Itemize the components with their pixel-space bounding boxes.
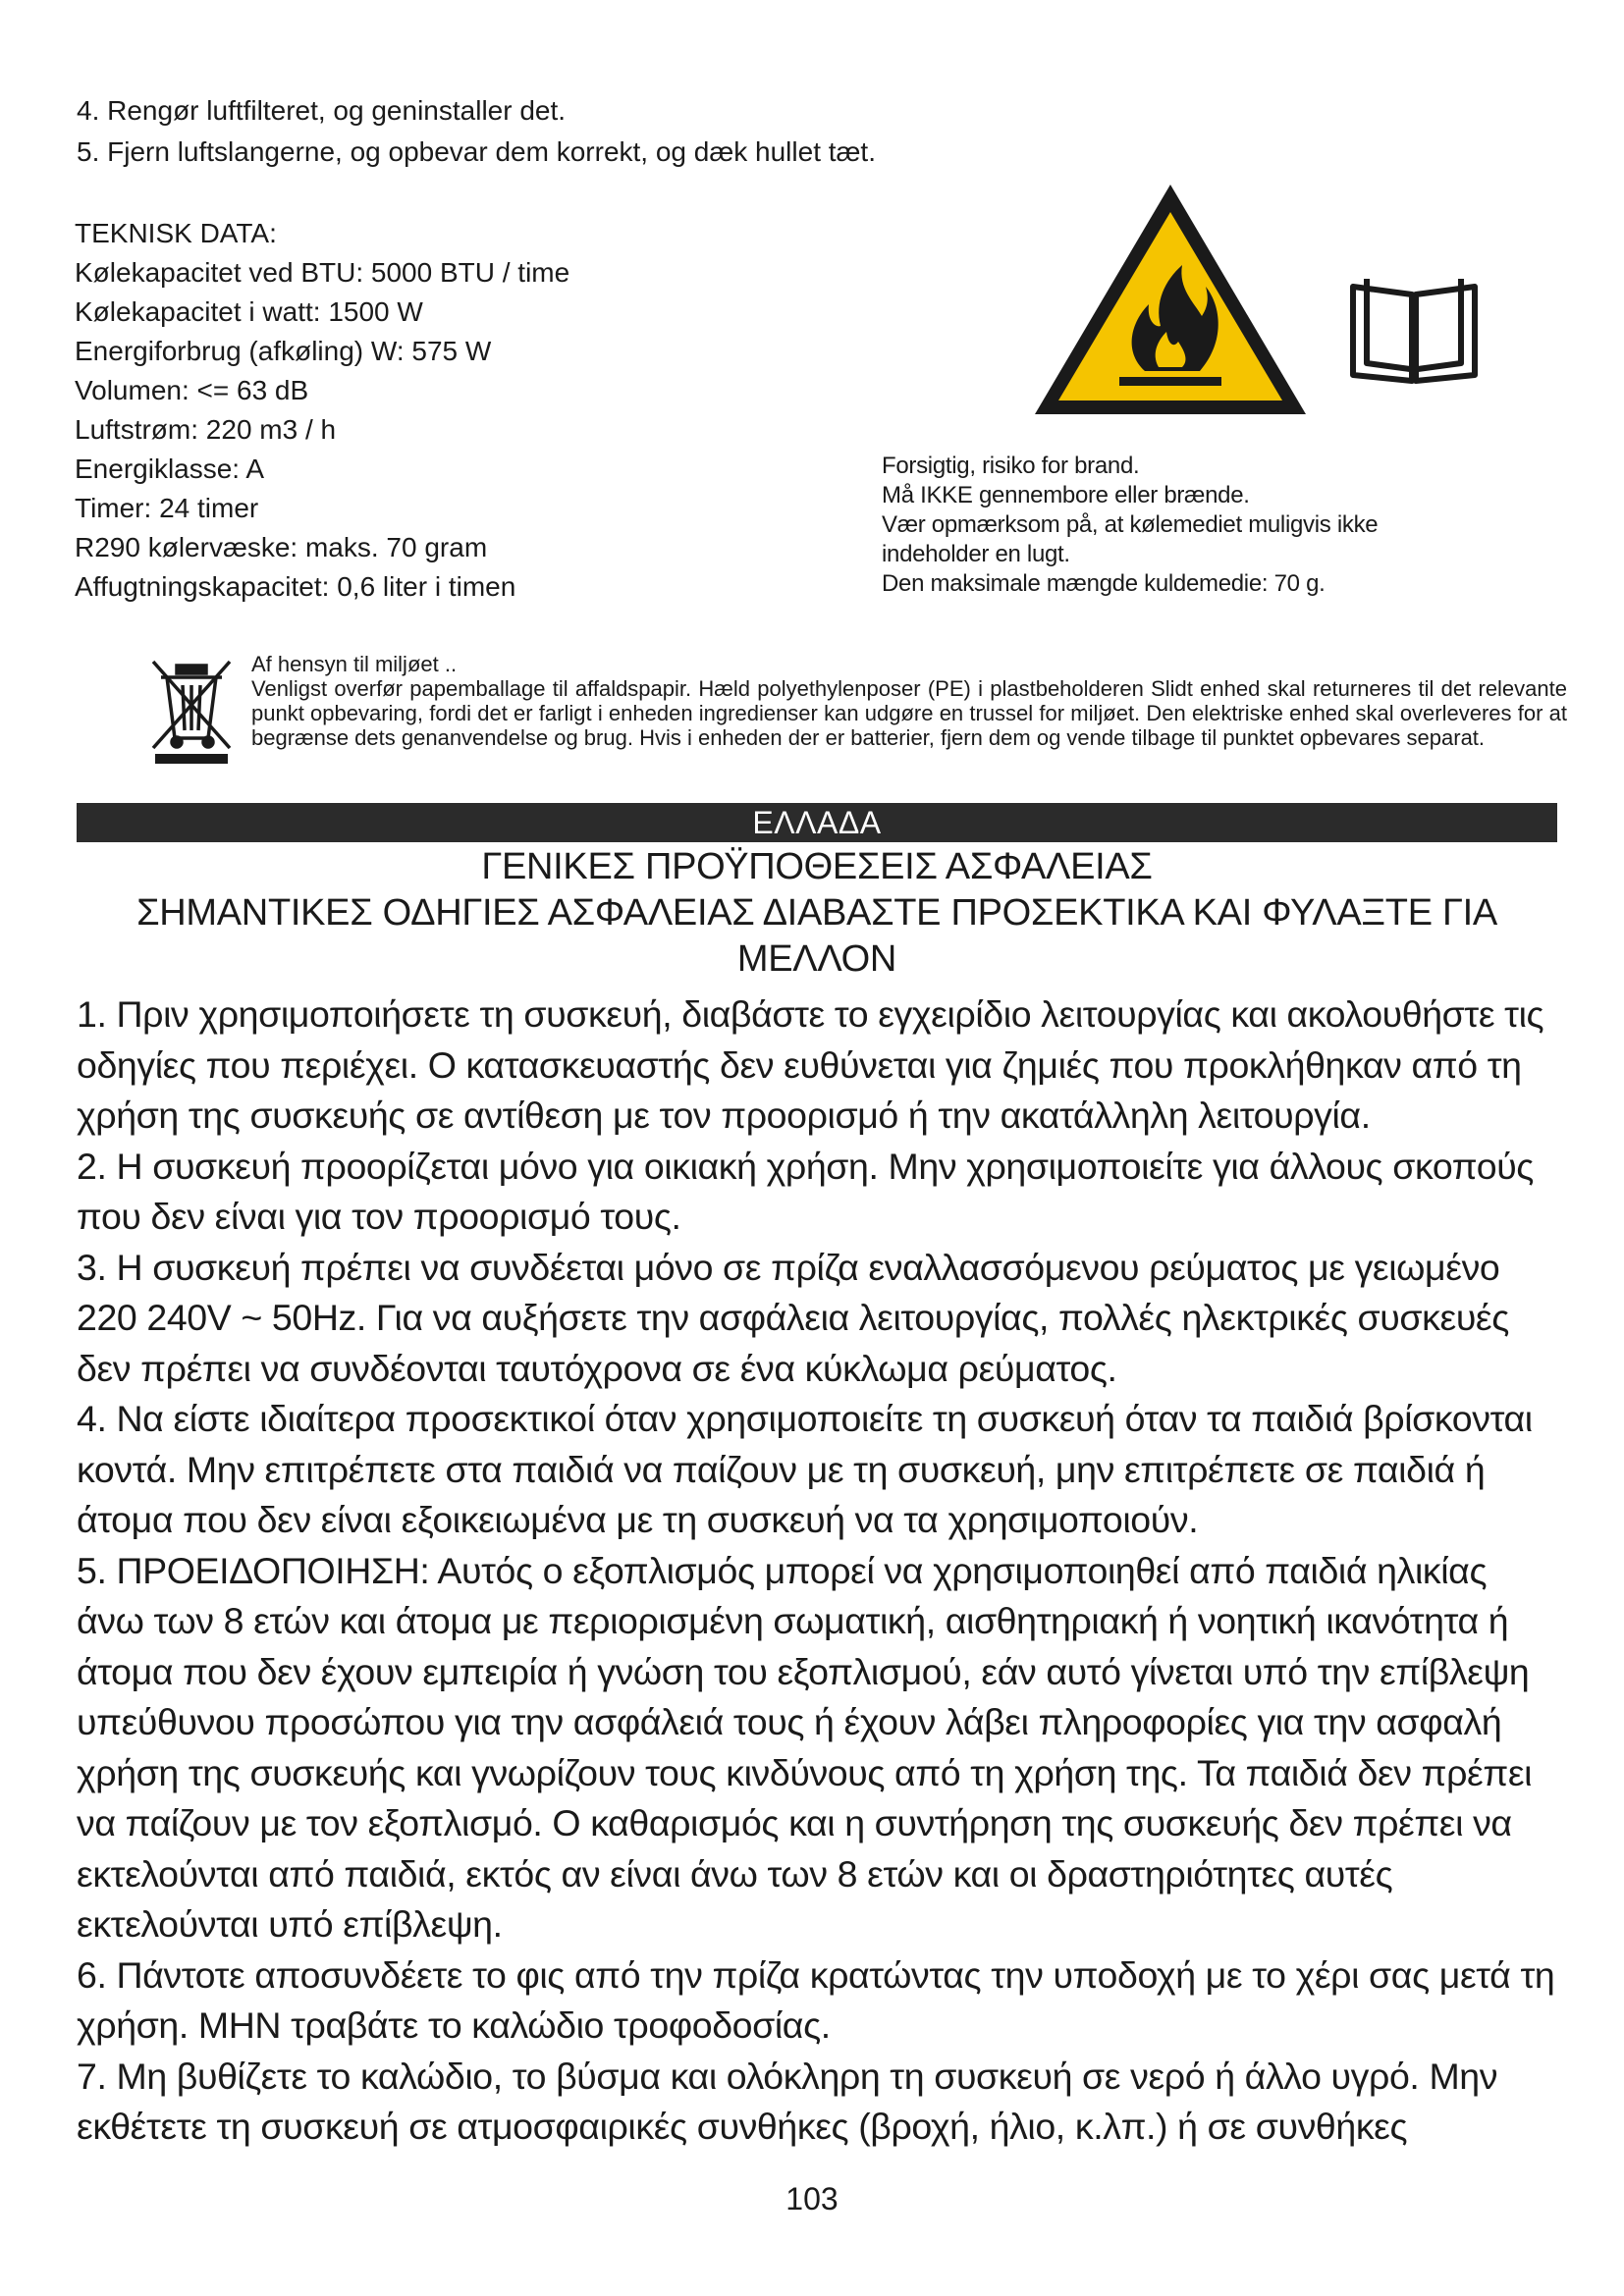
heading-line-3: ΜΕΛΛΟΝ <box>736 938 897 980</box>
crossed-bin-icon <box>147 656 236 766</box>
page-number: 103 <box>785 2181 839 2216</box>
tech-row: Kølekapacitet ved BTU: 5000 BTU / time <box>75 257 570 288</box>
tech-row: R290 kølervæske: maks. 70 gram <box>75 532 488 562</box>
technical-data <box>75 214 569 607</box>
warning-line: indeholder en lugt. <box>882 541 1070 567</box>
warning-line: Vær opmærksom på, at kølemediet muligvis ikke <box>882 511 1379 538</box>
instruction-item: 5. ΠΡΟΕΙΔΟΠΟΙΗΣΗ: Αυτός ο εξοπλισμός μπορεί να χρησιμοποιηθεί από παιδιά ηλικίας άνω των 8 ετών και άτομα με περιορισμένη σωματική, αισθητηριακή ή νοητική ικανότητα ή άτομα που δεν έχουν εμπειρία ή γνώση του εξοπλισμού, εάν αυτό γίνεται υπό την επίβλεψη υπεύθυνου προσώπου για την ασφάλειά τους ή έχουν λάβει πληροφορίες για την ασφαλή χρήση της συσκευής και γνωρίζουν τους κινδύνους από τη χρήση της. Τα παιδιά δεν πρέπει να παίζουν με τον εξοπλισμό. Ο καθαρισμός και η συντήρηση της συσκευής δεν πρέπει να εκτελούνται από παιδιά, εκτός αν είναι άνω των 8 ετών και οι δραστηριότητες αυτές εκτελούνται υπό επίβλεψη. <box>77 1549 1533 1945</box>
technical-data-heading: TEKNISK DATA: <box>75 218 277 248</box>
top-steps <box>77 90 876 173</box>
tech-row: Kølekapacitet i watt: 1500 W <box>75 296 423 327</box>
heading-line-2: ΣΗΜΑΝΤΙΚΕΣ ΟΔΗΓΙΕΣ ΑΣΦΑΛΕΙΑΣ ΔΙΑΒΑΣΤΕ ΠΡΟΣΕΚΤΙΚΑ ΚΑΙ ΦΥΛΑΞΤΕ ΓΙΑ <box>136 892 1497 934</box>
safety-headings <box>77 844 1557 983</box>
tech-row: Volumen: <= 63 dB <box>75 375 309 405</box>
tech-row: Affugtningskapacitet: 0,6 liter i timen <box>75 571 516 602</box>
tech-row: Timer: 24 timer <box>75 493 259 523</box>
environment-title: Af hensyn til miljøet .. <box>251 652 458 676</box>
warning-line: Forsigtig, risiko for brand. <box>882 453 1140 479</box>
tech-row: Luftstrøm: 220 m3 / h <box>75 414 337 445</box>
step-4: 4. Rengør luftfilteret, og geninstaller det. <box>77 95 567 126</box>
manual-book-icon <box>1345 273 1483 389</box>
environment-notice <box>251 652 1567 750</box>
tech-row: Energiforbrug (afkøling) W: 575 W <box>75 336 492 366</box>
tech-row: Energiklasse: A <box>75 454 264 484</box>
heading-line-1: ΓΕΝΙΚΕΣ ΠΡΟΫΠΟΘΕΣΕΙΣ ΑΣΦΑΛΕΙΑΣ <box>481 846 1153 887</box>
instruction-item: 4. Να είστε ιδιαίτερα προσεκτικοί όταν χρησιμοποιείτε τη συσκευή όταν τα παιδιά βρίσκονται κοντά. Μην επιτρέπετε στα παιδιά να παίζουν με τη συσκευή, μην επιτρέπετε σε παιδιά ή άτομα που δεν είναι εξοικειωμένα με τη συσκευή να τα χρησιμοποιούν. <box>77 1398 1533 1540</box>
section-bar-greece: ΕΛΛΑΔΑ <box>77 803 1557 842</box>
instruction-item: 2. Η συσκευή προορίζεται μόνο για οικιακή χρήση. Μην χρησιμοποιείτε για άλλους σκοπούς που δεν είναι για τον προορισμό τους. <box>77 1145 1534 1237</box>
warning-line: Må IKKE gennembore eller brænde. <box>882 482 1250 508</box>
instruction-item: 3. Η συσκευή πρέπει να συνδέεται μόνο σε πρίζα εναλλασσόμενου ρεύματος με γειωμένο 220 240V ~ 50Hz. Για να αυξήσετε την ασφάλεια λειτουργίας, πολλές ηλεκτρικές συσκευές δεν πρέπει να συνδέονται ταυτόχρονα σε ένα κύκλωμα ρεύματος. <box>77 1246 1509 1389</box>
instruction-item: 7. Μη βυθίζετε το καλώδιο, το βύσμα και ολόκληρη τη συσκευή σε νερό ή άλλο υγρό. Μην εκθέτετε τη συσκευή σε ατμοσφαιρικές συνθήκες (βροχή, ήλιο, κ.λπ.) ή σε συνθήκες <box>77 2055 1498 2147</box>
instruction-item: 1. Πριν χρησιμοποιήσετε τη συσκευή, διαβάστε το εγχειρίδιο λειτουργίας και ακολουθήστε τις οδηγίες που περιέχει. Ο κατασκευαστής δεν ευθύνεται για ζημιές που προκλήθηκαν από τη χρήση της συσκευής σε αντίθεση με τον προορισμό ή την ακατάλληλη λειτουργία. <box>77 993 1544 1136</box>
environment-body: Venligst overfør papemballage til affaldspapir. Hæld polyethylenposer (PE) i plastbeholderen Slidt enhed skal returneres til det relevante punkt opbevaring, fordi det er farligt i enheden ingredienser kan udgøre en trussel for miljøet. Den elektriske enhed skal overleveres for at begrænse dets genanvendelse og brug. Hvis i enheden der er batterier, fjern dem og vende tilbage til punktet opbevares separat. <box>251 676 1567 750</box>
step-5: 5. Fjern luftslangerne, og opbevar dem korrekt, og dæk hullet tæt. <box>77 136 876 167</box>
instruction-item: 6. Πάντοτε αποσυνδέετε το φις από την πρίζα κρατώντας την υποδοχή με το χέρι σας μετά τη χρήση. ΜΗΝ τραβάτε το καλώδιο τροφοδοσίας. <box>77 1953 1555 2046</box>
safety-instructions <box>77 989 1557 2153</box>
warning-line: Den maksimale mængde kuldemedie: 70 g. <box>882 570 1326 597</box>
flammable-warning-icon <box>1029 179 1312 420</box>
fire-warning-text <box>882 452 1378 599</box>
